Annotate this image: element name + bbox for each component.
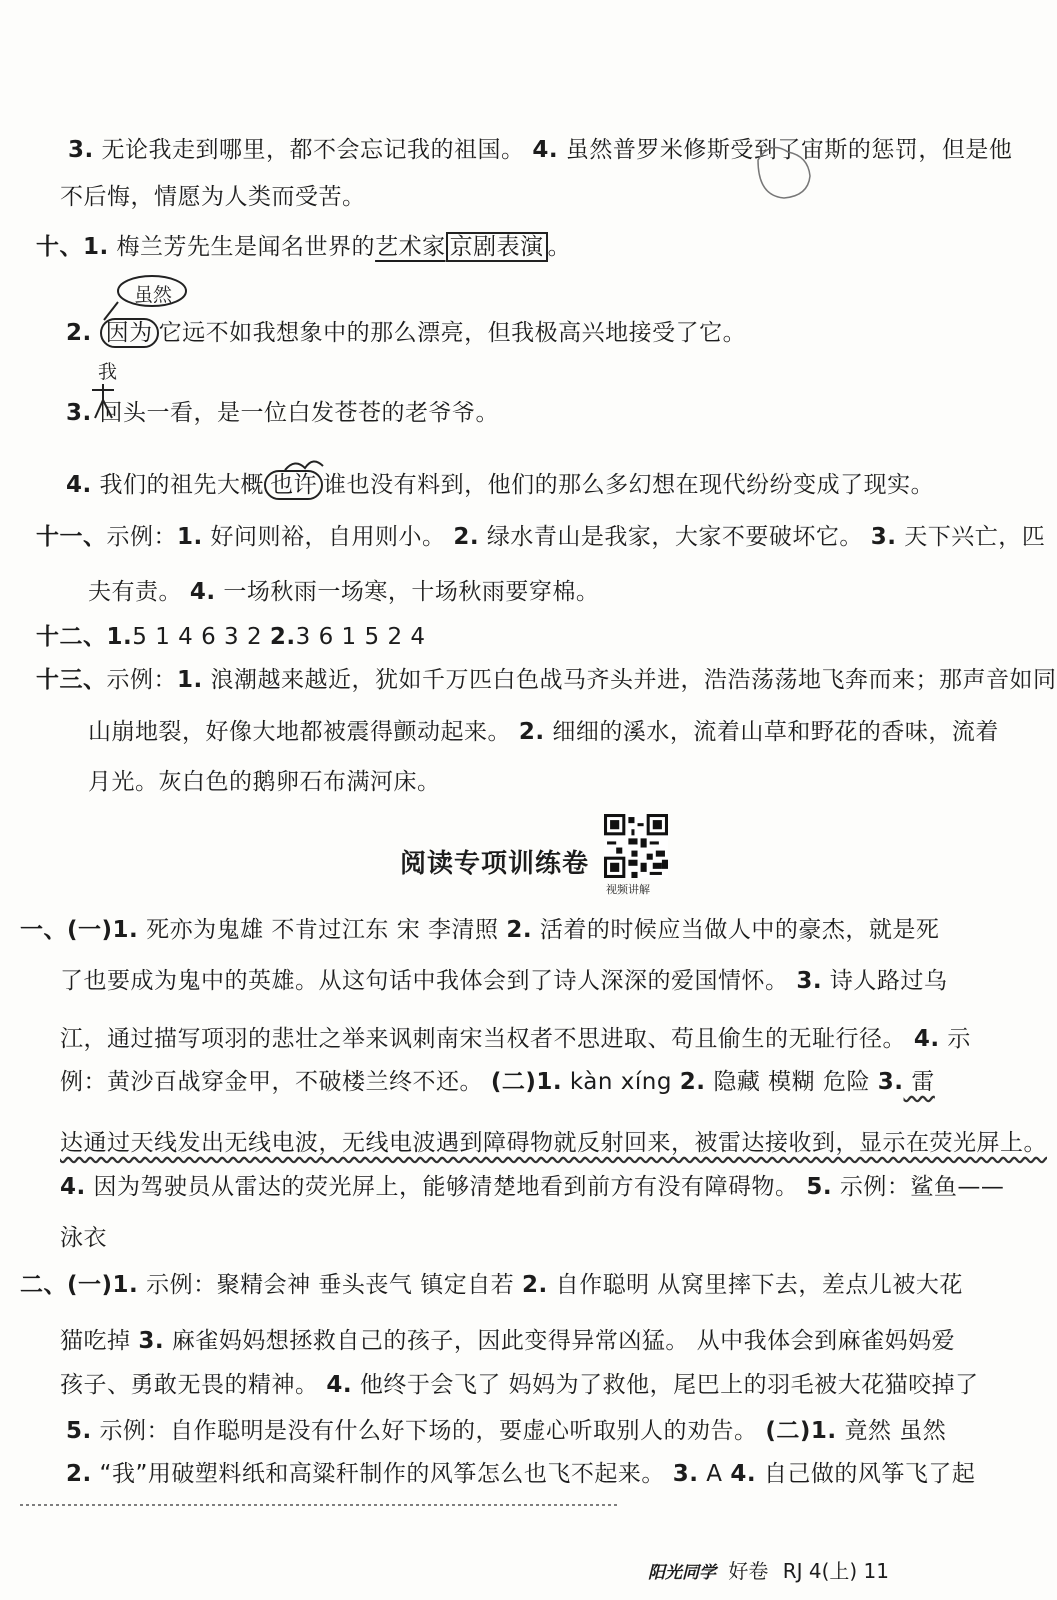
answer-line: [66, 398, 499, 428]
answer-text: 我们的祖先大概: [91, 472, 265, 498]
question-number: 1.: [177, 667, 203, 693]
question-number: 4.: [532, 137, 559, 163]
question-number: 3.: [870, 524, 897, 550]
answer-text: 示: [939, 1026, 971, 1052]
answer-line: [20, 1270, 963, 1300]
answer-text: 它远不如我想象中的那么漂亮，但我极高兴地接受了它。: [158, 320, 747, 346]
answer-text: 谁也没有料到，他们的那么多幻想在现代纷纷变成了现实。: [323, 472, 935, 498]
answer-text: 示例：自作聪明是没有什么好下场的，要虚心听取别人的劝告。: [91, 1418, 766, 1444]
qr-code-label: 视频讲解: [606, 883, 650, 896]
answer-line: [60, 182, 366, 212]
question-number: 4.: [66, 472, 92, 498]
answer-text: A: [698, 1461, 731, 1487]
answer-line: [60, 1128, 1047, 1158]
answer-text: 示例：聚精会神 垂头丧气 镇定自若: [138, 1272, 523, 1298]
answer-text: kàn xíng: [562, 1069, 680, 1095]
answer-line: [36, 622, 426, 652]
answer-line: [68, 135, 1012, 165]
question-number: 2.: [453, 524, 480, 550]
answer-text: “我”用破塑料纸和高粱秆制作的风筝怎么也飞不起来。: [91, 1461, 673, 1487]
answer-text: 绿水青山是我家，大家不要破坏它。: [479, 524, 871, 550]
question-number: 1.: [177, 524, 203, 550]
question-number: 4.: [60, 1174, 86, 1200]
question-number: 5.: [806, 1174, 833, 1200]
answer-text: 。: [547, 234, 572, 260]
question-number: 2.: [66, 1461, 92, 1487]
answer-text: 梅兰芳先生是闻名世界的: [108, 234, 376, 260]
question-number: 3.: [66, 400, 92, 426]
answer-text: 京剧表演: [446, 232, 548, 262]
question-number: 十一、: [36, 524, 107, 550]
answer-text: 了也要成为鬼中的英雄。从这句话中我体会到了诗人深深的爱国情怀。: [60, 968, 797, 994]
question-number: 5.: [66, 1418, 92, 1444]
answer-text: 夫有责。: [88, 579, 190, 605]
page-code: RJ 4(上) 11: [782, 1559, 890, 1583]
answer-line: [20, 915, 939, 945]
answer-text: 示例：: [106, 524, 177, 550]
answer-text: 例：黄沙百战穿金甲，不破楼兰终不还。: [60, 1069, 491, 1095]
answer-text: 隐藏 模糊 危险: [705, 1069, 878, 1095]
answer-text: 自己做的风筝飞了起: [756, 1461, 976, 1487]
question-number: 二、(一)1.: [20, 1272, 139, 1298]
answer-text: 因为驾驶员从雷达的荧光屏上，能够清楚地看到前方有没有障碍物。: [85, 1174, 807, 1200]
answer-line: [66, 470, 934, 500]
answer-text: 一场秋雨一场寒，十场秋雨要穿棉。: [215, 579, 600, 605]
answer-text: 因为: [100, 318, 159, 348]
brand-logo: 阳光同学: [648, 1563, 716, 1583]
footer-text: 好卷: [728, 1559, 769, 1583]
answer-text: 天下兴亡，匹: [896, 524, 1046, 550]
question-number: 2.: [679, 1069, 706, 1095]
answer-line: [88, 717, 999, 747]
answer-text: 无论我走到哪里，都不会忘记我的祖国。: [93, 137, 533, 163]
answer-text: [92, 320, 100, 346]
answer-line: [66, 318, 746, 348]
answer-text: 活着的时候应当做人中的豪杰，就是死: [532, 917, 940, 943]
answer-line: [60, 1067, 935, 1097]
answer-line: [66, 1459, 975, 1489]
question-number: (二)1.: [490, 1069, 563, 1095]
answer-text: 孩子、勇敢无畏的精神。: [60, 1372, 327, 1398]
answer-text: 回头一看，是一位白发苍苍的老爷爷。: [91, 400, 500, 426]
answer-text: 好问则裕，自用则小。: [202, 524, 454, 550]
answer-text: 5 1 4 6 3 2: [132, 624, 270, 650]
answer-text: 山崩地裂，好像大地都被震得颤动起来。: [88, 719, 519, 745]
answer-text: 自作聪明 从窝里摔下去，差点儿被大花: [547, 1272, 963, 1298]
question-number: 4.: [730, 1461, 757, 1487]
answer-text: 诗人路过乌: [822, 968, 948, 994]
handwritten-note: 我: [98, 361, 118, 383]
answer-line: [88, 767, 441, 797]
question-number: 3.: [672, 1461, 699, 1487]
answer-line: [36, 522, 1045, 552]
question-number: 3.: [68, 137, 94, 163]
question-number: 十三、: [36, 667, 107, 693]
answer-line: [36, 232, 571, 262]
answer-text: 也许: [264, 470, 323, 500]
question-number: 2.: [269, 624, 296, 650]
footer-divider: [0, 1502, 996, 1508]
handwritten-note: 虽然: [134, 284, 173, 306]
question-number: 十、1.: [36, 234, 109, 260]
qr-code-icon: [604, 814, 668, 878]
question-number: 2.: [518, 719, 545, 745]
answer-line: [60, 1172, 1004, 1202]
answer-text: 浪潮越来越近，犹如千万匹白色战马齐头并进，浩浩荡荡地飞奔而来；那声音如同: [202, 667, 1057, 693]
question-number: 十二、1.: [36, 624, 133, 650]
answer-line: [60, 1370, 979, 1400]
answer-line: [60, 1024, 971, 1054]
question-number: 一、(一)1.: [20, 917, 139, 943]
answer-line: [66, 1416, 946, 1446]
section-title: 阅读专项训练卷: [400, 849, 590, 879]
question-number: 3.: [138, 1328, 165, 1354]
answer-text: 麻雀妈妈想拯救自己的孩子，因此变得异常凶猛。 从中我体会到麻雀妈妈爱: [164, 1328, 956, 1354]
answer-text: 达通过天线发出无线电波，无线电波遇到障碍物就反射回来，被雷达接收到，显示在荧光屏上。: [60, 1130, 1047, 1156]
answer-text: 月光。灰白色的鹅卵石布满河床。: [88, 769, 441, 795]
question-number: (二)1.: [765, 1418, 837, 1444]
question-number: 2.: [66, 320, 92, 346]
question-number: 2.: [506, 917, 533, 943]
answer-text: 示例：: [106, 667, 177, 693]
answer-text: 泳衣: [60, 1225, 107, 1251]
answer-text: 3 6 1 5 2 4: [295, 624, 426, 650]
answer-line: [60, 966, 947, 996]
answer-text: 雷: [903, 1069, 935, 1095]
question-number: 3.: [796, 968, 823, 994]
answer-line: [36, 665, 1057, 695]
answer-text: 竟然 虽然: [836, 1418, 947, 1444]
answer-text: 死亦为鬼雄 不肯过江东 宋 李清照: [138, 917, 507, 943]
question-number: 4.: [189, 579, 216, 605]
answer-text: 不后悔，情愿为人类而受苦。: [60, 184, 366, 210]
answer-text: 他终于会飞了 妈妈为了救他，尾巴上的羽毛被大花猫咬掉了: [352, 1372, 979, 1398]
answer-text: 江，通过描写项羽的悲壮之举来讽刺南宋当权者不思进取、苟且偷生的无耻行径。: [60, 1026, 914, 1052]
answer-line: [60, 1326, 955, 1356]
answer-text: 细细的溪水，流着山草和野花的香味，流着: [544, 719, 999, 745]
answer-line: [88, 577, 599, 607]
question-number: 2.: [522, 1272, 548, 1298]
answer-text: 艺术家: [375, 234, 446, 260]
question-number: 4.: [913, 1026, 940, 1052]
answer-line: [60, 1223, 107, 1253]
question-number: 4.: [326, 1372, 353, 1398]
question-number: 3.: [877, 1069, 904, 1095]
answer-text: 猫吃掉: [60, 1328, 139, 1354]
footer: [648, 1555, 889, 1584]
answer-text: 虽然普罗米修斯受到了宙斯的惩罚，但是他: [558, 137, 1013, 163]
answer-text: 示例：鲨鱼——: [832, 1174, 1005, 1200]
